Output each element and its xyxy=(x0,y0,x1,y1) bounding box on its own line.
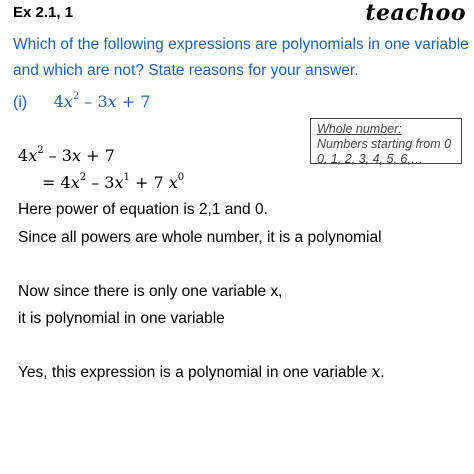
one-variable-line-1: Now since there is only one variable x, xyxy=(18,283,283,300)
coef-4: 4 xyxy=(53,92,64,111)
var-x: x xyxy=(114,173,124,192)
teachoo-logo: teachoo xyxy=(365,0,466,26)
var-x: x xyxy=(70,173,80,192)
var-x: x xyxy=(28,146,38,165)
power-statement: Here power of equation is 2,1 and 0. xyxy=(18,201,268,218)
conclusion-period: . xyxy=(380,364,385,381)
term-7: + 7 xyxy=(80,146,115,165)
var-x: x xyxy=(107,92,117,111)
equals-sign: = xyxy=(42,173,61,192)
var-x: x xyxy=(371,363,381,381)
whole-number-note xyxy=(310,118,462,164)
coef-4: 4 xyxy=(60,173,71,192)
exercise-title: Ex 2.1, 1 xyxy=(13,4,74,21)
equation-line-1 xyxy=(18,146,115,165)
power-2: 2 xyxy=(72,91,80,102)
whole-number-statement: Since all powers are whole number, it is a polynomial xyxy=(18,229,382,246)
var-x: x xyxy=(71,146,81,165)
note-title: Whole number: xyxy=(317,122,402,136)
power-2: 2 xyxy=(37,145,44,156)
part-label: (i) xyxy=(13,94,28,111)
coef-4: 4 xyxy=(18,146,29,165)
conclusion-text: Yes, this expression is a polynomial in one variable xyxy=(18,364,372,381)
part-expression xyxy=(54,92,151,111)
term-3: – 3 xyxy=(86,173,115,192)
conclusion xyxy=(18,363,385,382)
power-2: 2 xyxy=(79,172,87,183)
var-x: x xyxy=(63,92,73,111)
one-variable-line-2: it is polynomial in one variable xyxy=(18,310,225,327)
note-text: Numbers starting from 0 0, 1, 2, 3, 4, 5, 6,… xyxy=(317,137,452,166)
question-line-1: Which of the following expressions are polynomials in one variable xyxy=(13,36,469,53)
equation-line-2 xyxy=(42,173,184,192)
var-x: x xyxy=(168,173,178,192)
power-0: 0 xyxy=(177,172,185,183)
term-7: + 7 xyxy=(116,92,151,111)
term-3: – 3 xyxy=(79,92,108,111)
term-7: + 7 xyxy=(129,173,169,192)
power-1: 1 xyxy=(123,172,130,183)
question-line-2: and which are not? State reasons for your answer. xyxy=(13,62,359,79)
question-part-i xyxy=(13,92,150,112)
term-3: – 3 xyxy=(43,146,72,165)
